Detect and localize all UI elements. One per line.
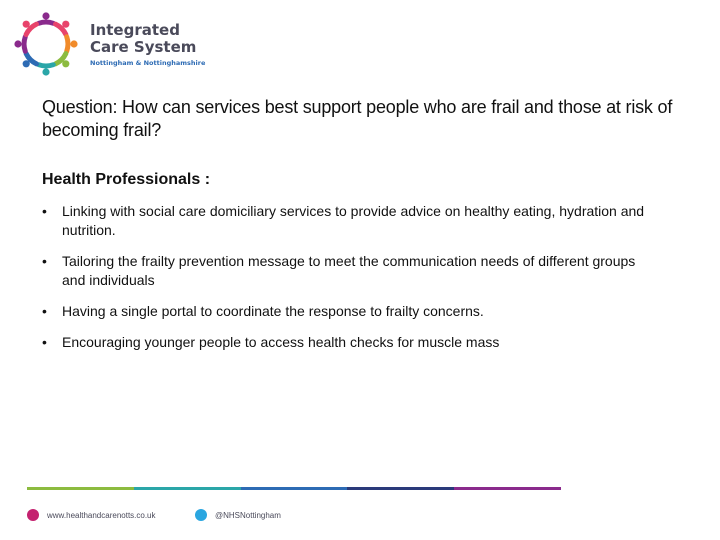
website-link[interactable]: www.healthandcarenotts.co.uk	[47, 510, 156, 520]
list-item-text: Linking with social care domiciliary services to provide advice on healthy eating, hydration and nutrition.	[62, 203, 645, 238]
brand-subtitle: Nottingham & Nottinghamshire	[90, 59, 206, 67]
twitter-icon	[195, 509, 207, 521]
globe-icon	[27, 509, 39, 521]
footer-color-bar	[27, 487, 561, 490]
color-bar-segment	[134, 487, 241, 490]
color-bar-segment	[27, 487, 134, 490]
logo-person-body	[39, 65, 54, 66]
footer-twitter[interactable]	[195, 509, 281, 521]
logo-person-head	[70, 40, 77, 47]
bullet-icon: •	[42, 203, 47, 219]
list-item	[42, 202, 662, 240]
section-heading: Health Professionals :	[42, 171, 211, 188]
brand-title-line2: Care System	[90, 38, 197, 56]
color-bar-segment	[347, 487, 454, 490]
logo-person-head	[14, 40, 21, 47]
bullet-icon: •	[42, 253, 47, 269]
bullet-icon: •	[42, 303, 47, 319]
bullet-icon: •	[42, 334, 47, 350]
ics-logo	[14, 12, 78, 76]
list-item-text: Having a single portal to coordinate the response to frailty concerns.	[62, 303, 484, 319]
logo-person-body	[39, 22, 54, 23]
list-item	[42, 302, 662, 321]
list-item	[42, 252, 662, 290]
logo-person-head	[42, 68, 49, 75]
brand-title-line1: Integrated	[90, 21, 180, 39]
list-item-text: Tailoring the frailty prevention message to meet the communication needs of different groups and individuals	[62, 253, 636, 288]
logo-person-body	[24, 37, 25, 52]
brand-block	[90, 22, 205, 67]
logo-person-body	[67, 37, 68, 52]
color-bar-segment	[241, 487, 348, 490]
bullet-list	[42, 202, 662, 364]
color-bar-segment	[454, 487, 561, 490]
question-heading: Question: How can services best support people who are frail and those at risk of becoming frail?	[42, 97, 673, 140]
logo-person-head	[42, 12, 49, 19]
list-item	[42, 333, 662, 352]
list-item-text: Encouraging younger people to access health checks for muscle mass	[62, 334, 500, 350]
twitter-handle[interactable]: @NHSNottingham	[215, 510, 281, 520]
footer-website[interactable]	[27, 509, 156, 521]
